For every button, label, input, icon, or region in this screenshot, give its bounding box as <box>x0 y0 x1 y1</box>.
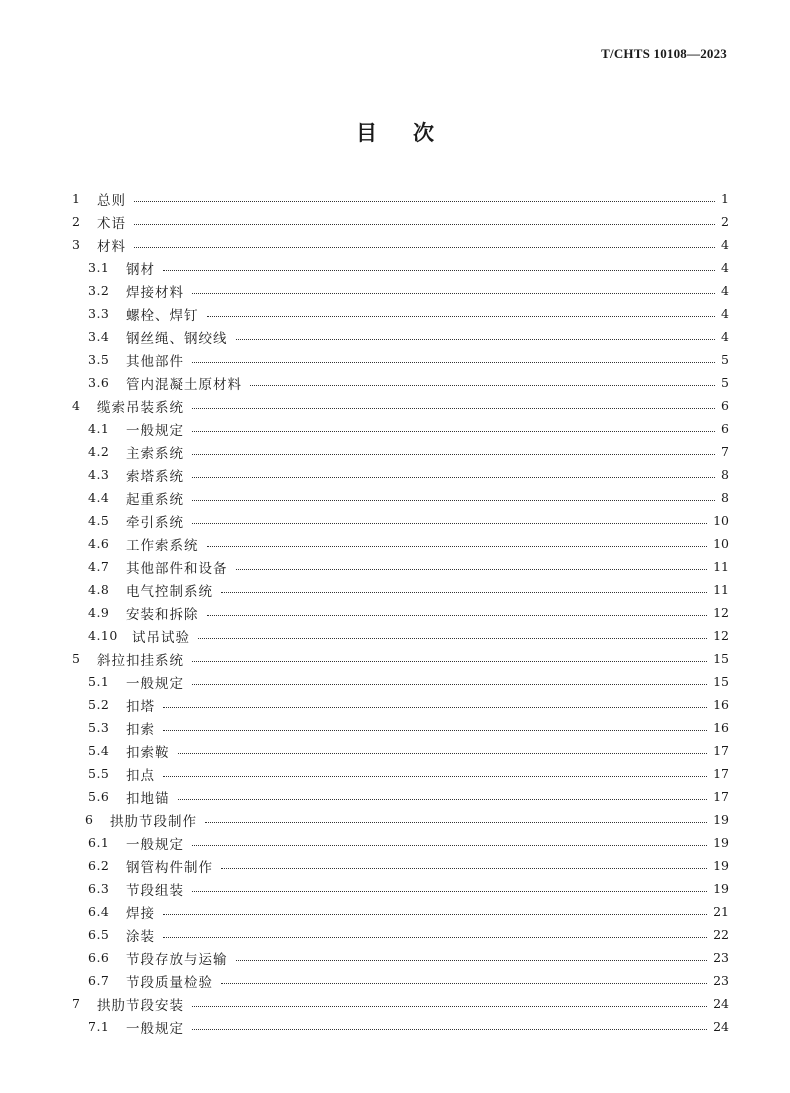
toc-entry[interactable] <box>72 394 729 417</box>
toc-dot-leader <box>192 292 715 294</box>
toc-dot-leader <box>178 798 708 800</box>
toc-dot-leader <box>192 844 707 846</box>
toc-entry-number: 6.7 <box>88 973 110 988</box>
toc-entry-title: 节段存放与运输 <box>126 951 228 968</box>
toc-entry-title: 钢丝绳、钢绞线 <box>126 330 228 347</box>
toc-entry-title: 扣点 <box>126 767 155 784</box>
toc-entry-number: 4.5 <box>88 513 110 528</box>
toc-entry-page: 21 <box>713 904 729 919</box>
toc-entry-page: 17 <box>713 743 729 758</box>
toc-entry-title: 主索系统 <box>126 445 184 462</box>
toc-dot-leader <box>192 660 707 662</box>
toc-entry-page: 10 <box>713 536 729 551</box>
toc-entry-number: 6.1 <box>88 835 110 850</box>
toc-entry-title: 一般规定 <box>126 422 184 439</box>
toc-entry-page: 16 <box>713 697 729 712</box>
toc-entry[interactable] <box>72 486 729 509</box>
toc-entry-title: 管内混凝土原材料 <box>126 376 242 393</box>
toc-entry[interactable] <box>72 279 729 302</box>
toc-entry-page: 19 <box>713 835 729 850</box>
toc-entry-number: 4.8 <box>88 582 110 597</box>
toc-entry-title: 材料 <box>97 238 126 255</box>
toc-entry-title: 扣索鞍 <box>126 744 170 761</box>
toc-entry-number: 4.9 <box>88 605 110 620</box>
toc-entry-title: 术语 <box>97 215 126 232</box>
toc-dot-leader <box>192 499 715 501</box>
toc-entry-number: 5.4 <box>88 743 110 758</box>
toc-dot-leader <box>192 476 715 478</box>
toc-entry-page: 7 <box>721 444 729 459</box>
toc-entry-number: 4.1 <box>88 421 110 436</box>
toc-entry-number: 5.3 <box>88 720 110 735</box>
toc-entry-title: 斜拉扣挂系统 <box>97 652 184 669</box>
toc-entry-number: 4.3 <box>88 467 110 482</box>
toc-entry-title: 涂装 <box>126 928 155 945</box>
toc-entry-title: 钢材 <box>126 261 155 278</box>
toc-dot-leader <box>207 315 716 317</box>
toc-entry[interactable] <box>72 923 729 946</box>
toc-entry[interactable] <box>72 210 729 233</box>
toc-entry-title: 拱肋节段制作 <box>110 813 197 830</box>
toc-entry-title: 索塔系统 <box>126 468 184 485</box>
toc-entry-page: 6 <box>721 421 729 436</box>
toc-entry-title: 钢管构件制作 <box>126 859 213 876</box>
toc-entry-number: 3.4 <box>88 329 110 344</box>
toc-entry-title: 一般规定 <box>126 1020 184 1037</box>
toc-entry-page: 16 <box>713 720 729 735</box>
toc-entry-number: 1 <box>72 191 81 206</box>
toc-entry-page: 2 <box>721 214 729 229</box>
toc-entry-page: 23 <box>713 950 729 965</box>
toc-dot-leader <box>192 361 715 363</box>
toc-entry-page: 17 <box>713 766 729 781</box>
toc-entry[interactable] <box>72 371 729 394</box>
toc-entry-number: 2 <box>72 214 81 229</box>
toc-entry-title: 安装和拆除 <box>126 606 199 623</box>
toc-entry-page: 19 <box>713 881 729 896</box>
toc-entry-page: 4 <box>721 237 729 252</box>
toc-entry[interactable] <box>72 762 729 785</box>
toc-dot-leader <box>221 867 707 869</box>
toc-entry-number: 4 <box>72 398 81 413</box>
toc-entry-number: 4.6 <box>88 536 110 551</box>
toc-entry-page: 12 <box>713 628 729 643</box>
toc-entry-title: 其他部件 <box>126 353 184 370</box>
toc-entry-number: 3 <box>72 237 81 252</box>
toc-entry-number: 4.4 <box>88 490 110 505</box>
toc-dot-leader <box>192 453 715 455</box>
toc-entry-page: 10 <box>713 513 729 528</box>
toc-entry[interactable] <box>72 808 729 831</box>
toc-entry[interactable] <box>72 578 729 601</box>
toc-entry[interactable] <box>72 509 729 532</box>
toc-entry[interactable] <box>72 831 729 854</box>
toc-entry-number: 5 <box>72 651 81 666</box>
toc-dot-leader <box>163 775 707 777</box>
toc-entry-number: 6.2 <box>88 858 110 873</box>
toc-entry[interactable] <box>72 417 729 440</box>
toc-entry[interactable] <box>72 969 729 992</box>
toc-entry[interactable] <box>72 555 729 578</box>
toc-entry[interactable] <box>72 302 729 325</box>
toc-dot-leader <box>163 269 715 271</box>
toc-entry-number: 4.2 <box>88 444 110 459</box>
toc-dot-leader <box>192 890 707 892</box>
toc-entry[interactable] <box>72 854 729 877</box>
toc-entry[interactable] <box>72 647 729 670</box>
toc-entry-number: 6.6 <box>88 950 110 965</box>
toc-entry-page: 22 <box>713 927 729 942</box>
toc-entry-page: 15 <box>713 651 729 666</box>
toc-entry-title: 拱肋节段安装 <box>97 997 184 1014</box>
toc-entry-number: 3.5 <box>88 352 110 367</box>
toc-entry-page: 4 <box>721 283 729 298</box>
document-code: T/CHTS 10108—2023 <box>601 46 727 61</box>
toc-entry-title: 扣地锚 <box>126 790 170 807</box>
toc-entry-title: 扣塔 <box>126 698 155 715</box>
toc-entry-number: 6.4 <box>88 904 110 919</box>
toc-entry-page: 12 <box>713 605 729 620</box>
toc-entry-title: 牵引系统 <box>126 514 184 531</box>
toc-entry-number: 4.10 <box>88 628 118 643</box>
toc-entry-number: 3.1 <box>88 260 110 275</box>
toc-entry-number: 7 <box>72 996 81 1011</box>
toc-dot-leader <box>192 1005 707 1007</box>
toc-dot-leader <box>192 1028 707 1030</box>
toc-entry-page: 4 <box>721 329 729 344</box>
toc-dot-leader <box>236 338 716 340</box>
toc-entry-page: 23 <box>713 973 729 988</box>
toc-dot-leader <box>178 752 708 754</box>
toc-entry-number: 5.1 <box>88 674 110 689</box>
toc-entry-page: 5 <box>721 375 729 390</box>
toc-entry-page: 4 <box>721 306 729 321</box>
toc-entry[interactable] <box>72 946 729 969</box>
toc-entry-number: 3.2 <box>88 283 110 298</box>
toc-dot-leader <box>163 729 707 731</box>
toc-entry[interactable] <box>72 325 729 348</box>
toc-entry-title: 起重系统 <box>126 491 184 508</box>
toc-dot-leader <box>192 522 707 524</box>
toc-entry-page: 4 <box>721 260 729 275</box>
toc-entry-number: 4.7 <box>88 559 110 574</box>
toc-dot-leader <box>205 821 707 823</box>
toc-entry[interactable] <box>72 900 729 923</box>
toc-entry-title: 缆索吊装系统 <box>97 399 184 416</box>
toc-entry-page: 19 <box>713 812 729 827</box>
toc-entry-title: 螺栓、焊钉 <box>126 307 199 324</box>
toc-dot-leader <box>163 913 707 915</box>
toc-entry-number: 5.5 <box>88 766 110 781</box>
toc-entry-page: 17 <box>713 789 729 804</box>
toc-entry[interactable] <box>72 693 729 716</box>
toc-entry-page: 24 <box>713 996 729 1011</box>
toc-entry-number: 3.6 <box>88 375 110 390</box>
toc-entry-title: 试吊试验 <box>132 629 190 646</box>
toc-dot-leader <box>134 246 715 248</box>
toc-dot-leader <box>192 407 715 409</box>
toc-entry-title: 电气控制系统 <box>126 583 213 600</box>
toc-entry[interactable] <box>72 440 729 463</box>
toc-entry-number: 5.2 <box>88 697 110 712</box>
toc-dot-leader <box>236 959 708 961</box>
toc-entry-title: 总则 <box>97 192 126 209</box>
toc-entry[interactable] <box>72 716 729 739</box>
toc-entry-number: 7.1 <box>88 1019 110 1034</box>
toc-entry-page: 5 <box>721 352 729 367</box>
toc-entry[interactable] <box>72 256 729 279</box>
toc-entry-page: 8 <box>721 467 729 482</box>
toc-entry-title: 节段质量检验 <box>126 974 213 991</box>
toc-entry[interactable] <box>72 187 729 210</box>
toc-entry-title: 一般规定 <box>126 675 184 692</box>
toc-dot-leader <box>134 223 715 225</box>
toc-entry[interactable] <box>72 785 729 808</box>
toc-entry-page: 15 <box>713 674 729 689</box>
toc-entry-page: 6 <box>721 398 729 413</box>
toc-entry-page: 11 <box>713 559 729 574</box>
toc-dot-leader <box>134 200 715 202</box>
toc-dot-leader <box>221 591 707 593</box>
toc-entry[interactable] <box>72 233 729 256</box>
toc-dot-leader <box>163 936 707 938</box>
toc-entry-number: 6 <box>85 812 94 827</box>
toc-entry-title: 扣索 <box>126 721 155 738</box>
toc-entry[interactable] <box>72 601 729 624</box>
toc-list <box>72 187 729 1038</box>
toc-entry-page: 11 <box>713 582 729 597</box>
toc-entry-page: 8 <box>721 490 729 505</box>
toc-entry[interactable] <box>72 877 729 900</box>
toc-dot-leader <box>192 683 707 685</box>
toc-dot-leader <box>192 430 715 432</box>
toc-entry[interactable] <box>72 670 729 693</box>
toc-entry-number: 5.6 <box>88 789 110 804</box>
toc-dot-leader <box>163 706 707 708</box>
toc-entry[interactable] <box>72 624 729 647</box>
toc-entry-page: 19 <box>713 858 729 873</box>
toc-entry[interactable] <box>72 463 729 486</box>
toc-dot-leader <box>221 982 707 984</box>
toc-entry[interactable] <box>72 739 729 762</box>
toc-dot-leader <box>236 568 708 570</box>
toc-entry-number: 6.5 <box>88 927 110 942</box>
toc-dot-leader <box>198 637 707 639</box>
toc-entry[interactable] <box>72 348 729 371</box>
toc-entry-title: 焊接 <box>126 905 155 922</box>
toc-entry-title: 工作索系统 <box>126 537 199 554</box>
toc-entry-title: 节段组装 <box>126 882 184 899</box>
toc-title: 目次 <box>356 121 470 145</box>
toc-entry-number: 3.3 <box>88 306 110 321</box>
toc-entry[interactable] <box>72 1015 729 1038</box>
toc-dot-leader <box>207 614 708 616</box>
toc-entry-page: 1 <box>721 191 729 206</box>
toc-entry[interactable] <box>72 532 729 555</box>
toc-dot-leader <box>207 545 708 547</box>
toc-dot-leader <box>250 384 715 386</box>
toc-entry-title: 焊接材料 <box>126 284 184 301</box>
toc-entry-title: 其他部件和设备 <box>126 560 228 577</box>
toc-entry-number: 6.3 <box>88 881 110 896</box>
toc-entry-page: 24 <box>713 1019 729 1034</box>
toc-entry[interactable] <box>72 992 729 1015</box>
toc-entry-title: 一般规定 <box>126 836 184 853</box>
